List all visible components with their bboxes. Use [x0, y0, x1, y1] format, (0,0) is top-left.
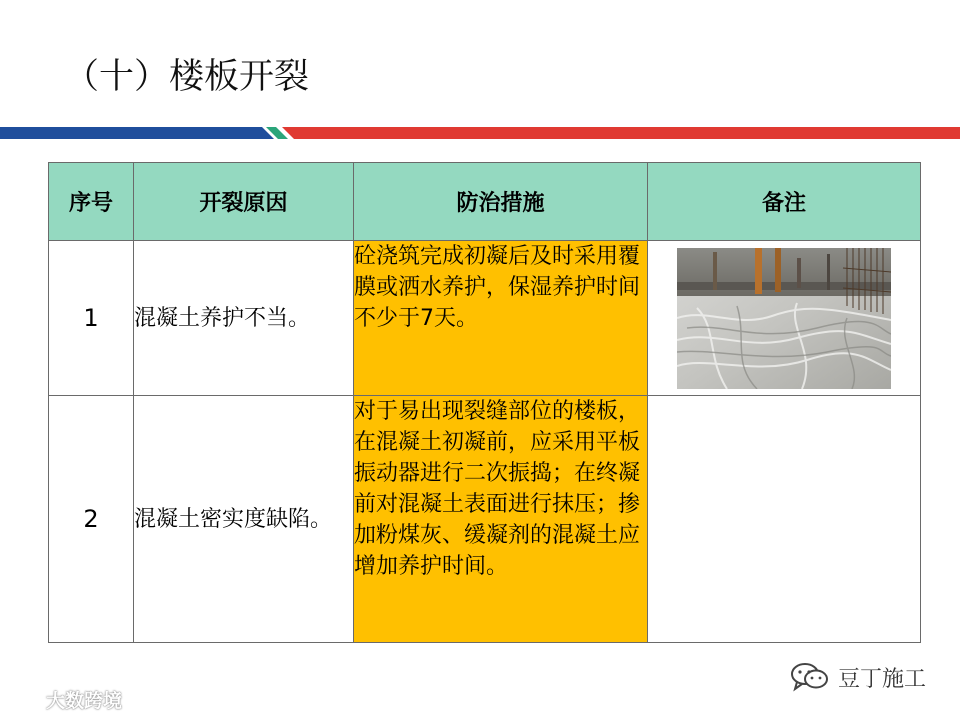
- page-title: （十）楼板开裂: [64, 57, 310, 97]
- row-cause: 混凝土养护不当。: [134, 241, 354, 396]
- wechat-icon: [790, 662, 830, 692]
- row-note: [648, 241, 921, 396]
- row-number: 2: [49, 396, 134, 643]
- brand-badge: [790, 660, 926, 694]
- row-number: 1: [49, 241, 134, 396]
- header-no: 序号: [49, 163, 134, 241]
- band-red: [282, 127, 960, 139]
- watermark: [8, 686, 122, 713]
- cracking-table: [48, 162, 921, 643]
- watermark-text: 大数跨境: [46, 690, 123, 712]
- header-measure: 防治措施: [354, 163, 648, 241]
- row-measure: 对于易出现裂缝部位的楼板，在混凝土初凝前，应采用平板振动器进行二次振捣；在终凝前对混凝土表面进行抹压；掺加粉煤灰、缓凝剂的混凝土应增加养护时间。: [354, 396, 648, 643]
- row-note: [648, 396, 921, 643]
- table-row: [49, 241, 921, 396]
- concrete-slab-photo: [677, 248, 891, 389]
- band-blue: [0, 127, 274, 139]
- brand-name: 豆丁施工: [838, 666, 927, 692]
- table-header-row: [49, 163, 921, 241]
- row-cause: 混凝土密实度缺陷。: [134, 396, 354, 643]
- header-note: 备注: [648, 163, 921, 241]
- header-band: [0, 124, 960, 142]
- header-cause: 开裂原因: [134, 163, 354, 241]
- row-measure: 砼浇筑完成初凝后及时采用覆膜或洒水养护，保湿养护时间不少于7天。: [354, 241, 648, 396]
- table-row: [49, 396, 921, 643]
- watermark-logo-icon: [8, 689, 42, 711]
